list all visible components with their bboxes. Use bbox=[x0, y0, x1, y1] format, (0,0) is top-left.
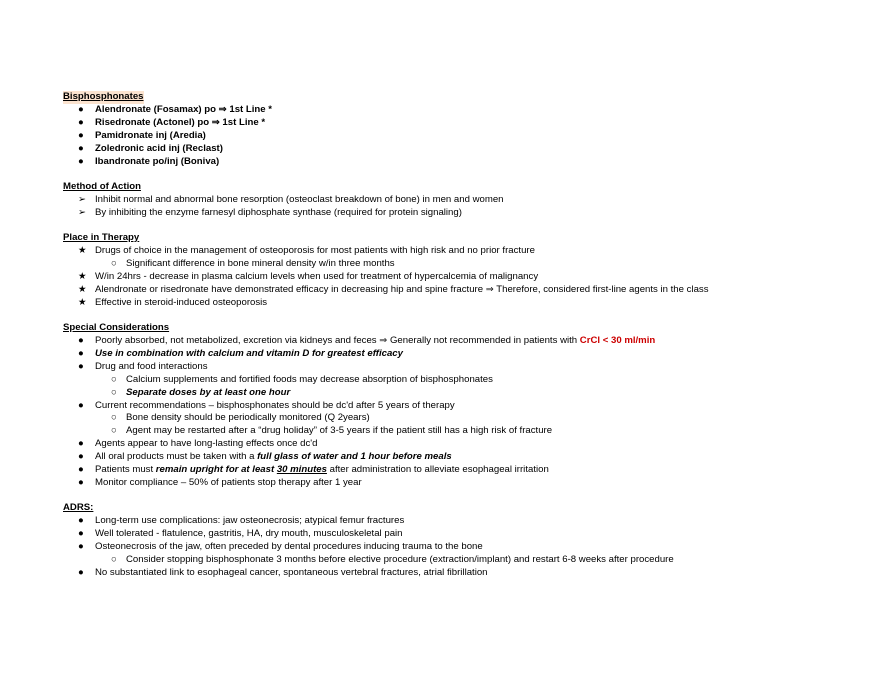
list-item: ● Agents appear to have long-lasting effects once dc'd bbox=[78, 438, 318, 450]
drug-list bbox=[63, 104, 863, 169]
circle-icon: ○ bbox=[111, 373, 117, 385]
star-icon: ★ bbox=[78, 296, 87, 308]
crcl-alert: CrCl < 30 ml/min bbox=[579, 335, 656, 346]
list-item: ● Osteonecrosis of the jaw, often preceded by dental procedures inducing trauma to the bone bbox=[78, 541, 483, 553]
bullet-icon: ● bbox=[78, 566, 84, 578]
bullet-icon: ● bbox=[78, 360, 84, 372]
list-item: ★ Alendronate or risedronate have demonstrated efficacy in decreasing hip and spine fracture ⇒ Therefore, considered first-line agents in the class bbox=[78, 283, 709, 295]
list-item: ● Patients must remain upright for at least 30 minutes after administration to alleviate esophageal irritation bbox=[78, 464, 549, 476]
section-heading: ADRS: bbox=[63, 502, 94, 514]
list-item: ○ Agent may be restarted after a “drug holiday” of 3-5 years if the patient still has a high risk of fracture bbox=[111, 425, 553, 437]
arrow-icon: ➢ bbox=[78, 206, 87, 218]
bullet-icon: ● bbox=[78, 155, 84, 167]
circle-icon: ○ bbox=[111, 425, 117, 437]
list-item: ○ Bone density should be periodically monitored (Q 2years) bbox=[111, 412, 370, 424]
list-item: ● Monitor compliance – 50% of patients stop therapy after 1 year bbox=[78, 476, 362, 488]
bullet-icon: ● bbox=[78, 464, 84, 476]
list-item: ★ Effective in steroid-induced osteoporosis bbox=[78, 296, 268, 308]
special-list bbox=[63, 335, 863, 490]
circle-icon: ○ bbox=[111, 412, 117, 424]
bullet-icon: ● bbox=[78, 528, 84, 540]
bullet-icon: ● bbox=[78, 476, 84, 488]
bullet-icon: ● bbox=[78, 142, 84, 154]
bullet-icon: ● bbox=[78, 399, 84, 411]
section-heading: Bisphosphonates bbox=[63, 91, 144, 102]
bullet-icon: ● bbox=[78, 129, 84, 141]
list-item: ● Drug and food interactions bbox=[78, 360, 208, 372]
list-item: ● Risedronate (Actonel) po ⇒ 1st Line * bbox=[78, 116, 266, 128]
list-item: ★ W/in 24hrs - decrease in plasma calcium levels when used for treatment of hypercalcemia of malignancy bbox=[78, 270, 539, 282]
bullet-icon: ● bbox=[78, 103, 84, 115]
list-item: ● Well tolerated - flatulence, gastritis, HA, dry mouth, musculoskeletal pain bbox=[78, 528, 403, 540]
section-place-in-therapy bbox=[63, 232, 863, 309]
section-heading: Place in Therapy bbox=[63, 232, 140, 244]
list-item: ● Long-term use complications: jaw osteonecrosis; atypical femur fractures bbox=[78, 515, 405, 527]
circle-icon: ○ bbox=[111, 554, 117, 565]
star-icon: ★ bbox=[78, 283, 87, 295]
list-item: ➢ Inhibit normal and abnormal bone resorption (osteoclast breakdown of bone) in men and women bbox=[78, 193, 504, 205]
list-item: ○ Significant difference in bone mineral density w/in three months bbox=[111, 257, 395, 269]
section-special-considerations bbox=[63, 322, 863, 490]
section-bisphosphonates bbox=[63, 91, 863, 168]
circle-icon: ○ bbox=[111, 386, 117, 398]
adrs-list bbox=[63, 515, 863, 580]
therapy-list bbox=[63, 245, 863, 310]
document-page bbox=[63, 91, 863, 580]
bullet-icon: ● bbox=[78, 451, 84, 463]
list-item: ● No substantiated link to esophageal cancer, spontaneous vertebral fractures, atrial fibrillation bbox=[78, 566, 488, 578]
section-heading: Special Considerations bbox=[63, 322, 170, 334]
section-adrs bbox=[63, 502, 863, 579]
bullet-icon: ● bbox=[78, 116, 84, 128]
list-item: ○ Consider stopping bisphosphonate 3 months before elective procedure (extraction/implant) and restart 6-8 weeks after procedure bbox=[111, 554, 674, 565]
list-item: ○ Calcium supplements and fortified foods may decrease absorption of bisphosphonates bbox=[111, 373, 493, 385]
star-icon: ★ bbox=[78, 270, 87, 282]
star-icon: ★ bbox=[78, 245, 87, 257]
list-item: ● All oral products must be taken with a full glass of water and 1 hour before meals bbox=[78, 451, 452, 463]
section-method-of-action bbox=[63, 181, 863, 220]
list-item: ● Use in combination with calcium and vitamin D for greatest efficacy bbox=[78, 347, 403, 359]
circle-icon: ○ bbox=[111, 257, 117, 269]
bullet-icon: ● bbox=[78, 438, 84, 450]
list-item: ● Alendronate (Fosamax) po ⇒ 1st Line * bbox=[78, 103, 273, 115]
list-item: ● Zoledronic acid inj (Reclast) bbox=[78, 142, 223, 154]
bullet-icon: ● bbox=[78, 347, 84, 359]
moa-list bbox=[63, 194, 863, 220]
bullet-icon: ● bbox=[78, 335, 84, 346]
section-heading: Method of Action bbox=[63, 180, 141, 192]
bullet-icon: ● bbox=[78, 515, 84, 527]
list-item: ● Ibandronate po/inj (Boniva) bbox=[78, 155, 220, 167]
list-item: ● Current recommendations – bisphosphonates should be dc'd after 5 years of therapy bbox=[78, 399, 455, 411]
list-item: ➢ By inhibiting the enzyme farnesyl diphosphate synthase (required for protein signaling) bbox=[78, 206, 462, 218]
list-item: ○ Separate doses by at least one hour bbox=[111, 386, 291, 398]
list-item: ★ Drugs of choice in the management of osteoporosis for most patients with high risk and no prior fracture bbox=[78, 245, 535, 257]
arrow-icon: ➢ bbox=[78, 193, 87, 205]
list-item: ● Poorly absorbed, not metabolized, excretion via kidneys and feces ⇒ Generally not recommended in patients with CrCl < 30 ml/min bbox=[78, 335, 656, 346]
list-item: ● Pamidronate inj (Aredia) bbox=[78, 129, 206, 141]
bullet-icon: ● bbox=[78, 541, 84, 553]
